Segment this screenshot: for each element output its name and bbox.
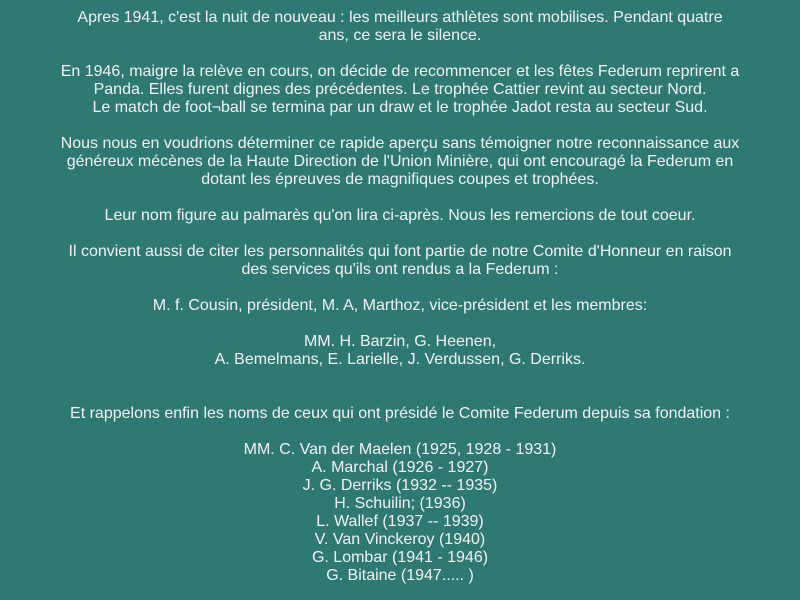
paragraph-1946-restart	[10, 63, 790, 117]
paragraph-committee-members	[10, 333, 790, 369]
text-line: Et rappelons enfin les noms de ceux qui ont présidé le Comite Federum depuis sa fondation :	[70, 405, 730, 422]
president-entry: J. G. Derriks (1932 -- 1935)	[302, 477, 498, 494]
president-entry: L. Wallef (1937 -- 1939)	[316, 513, 484, 530]
president-entry: V. Van Vinckeroy (1940)	[314, 531, 486, 548]
paragraph-palmares-note	[10, 207, 790, 225]
text-line: ans, ce sera le silence.	[318, 27, 482, 44]
text-line: Il convient aussi de citer les personnalités qui font partie de notre Comite d'Honneur en raison	[68, 243, 732, 260]
text-line: A. Bemelmans, E. Larielle, J. Verdussen, G. Derriks.	[214, 351, 586, 368]
paragraph-presidents-intro	[10, 405, 790, 423]
text-line: Le match de foot¬ball se termina par un draw et le trophée Jadot resta au secteur Sud.	[92, 99, 708, 116]
paragraph-war-years	[10, 9, 790, 45]
president-entry: G. Bitaine (1947..... )	[326, 567, 474, 584]
paragraph-honour-committee-intro	[10, 243, 790, 279]
text-line: des services qu'ils ont rendus a la Federum :	[241, 261, 559, 278]
paragraph-sponsors-thanks	[10, 135, 790, 189]
president-entry: H. Schuilin; (1936)	[334, 495, 466, 512]
text-line: dotant les épreuves de magnifiques coupes et trophées.	[201, 171, 599, 188]
text-line: généreux mécènes de la Haute Direction de l'Union Minière, qui ont encouragé la Federum en	[66, 153, 734, 170]
text-line: Apres 1941, c'est la nuit de nouveau : les meilleurs athlètes sont mobilises. Pendant quatre	[77, 9, 723, 26]
president-entry: A. Marchal (1926 - 1927)	[311, 459, 489, 476]
text-line: En 1946, maigre la relève en cours, on décide de recommencer et les fêtes Federum reprirent a	[60, 63, 740, 80]
president-entry: G. Lombar (1941 - 1946)	[311, 549, 489, 566]
text-line: MM. H. Barzin, G. Heenen,	[303, 333, 497, 350]
paragraph-committee-officers	[10, 297, 790, 315]
presidents-list	[10, 441, 790, 585]
text-line: Panda. Elles furent dignes des précédentes. Le trophée Cattier revint au secteur Nord.	[93, 81, 707, 98]
text-line: Leur nom figure au palmarès qu'on lira ci-après. Nous les remercions de tout coeur.	[104, 207, 696, 224]
text-line: M. f. Cousin, président, M. A, Marthoz, vice-président et les membres:	[152, 297, 648, 314]
text-line: Nous nous en voudrions déterminer ce rapide aperçu sans témoigner notre reconnaissance aux	[60, 135, 740, 152]
president-entry: MM. C. Van der Maelen (1925, 1928 - 1931)	[243, 441, 557, 458]
